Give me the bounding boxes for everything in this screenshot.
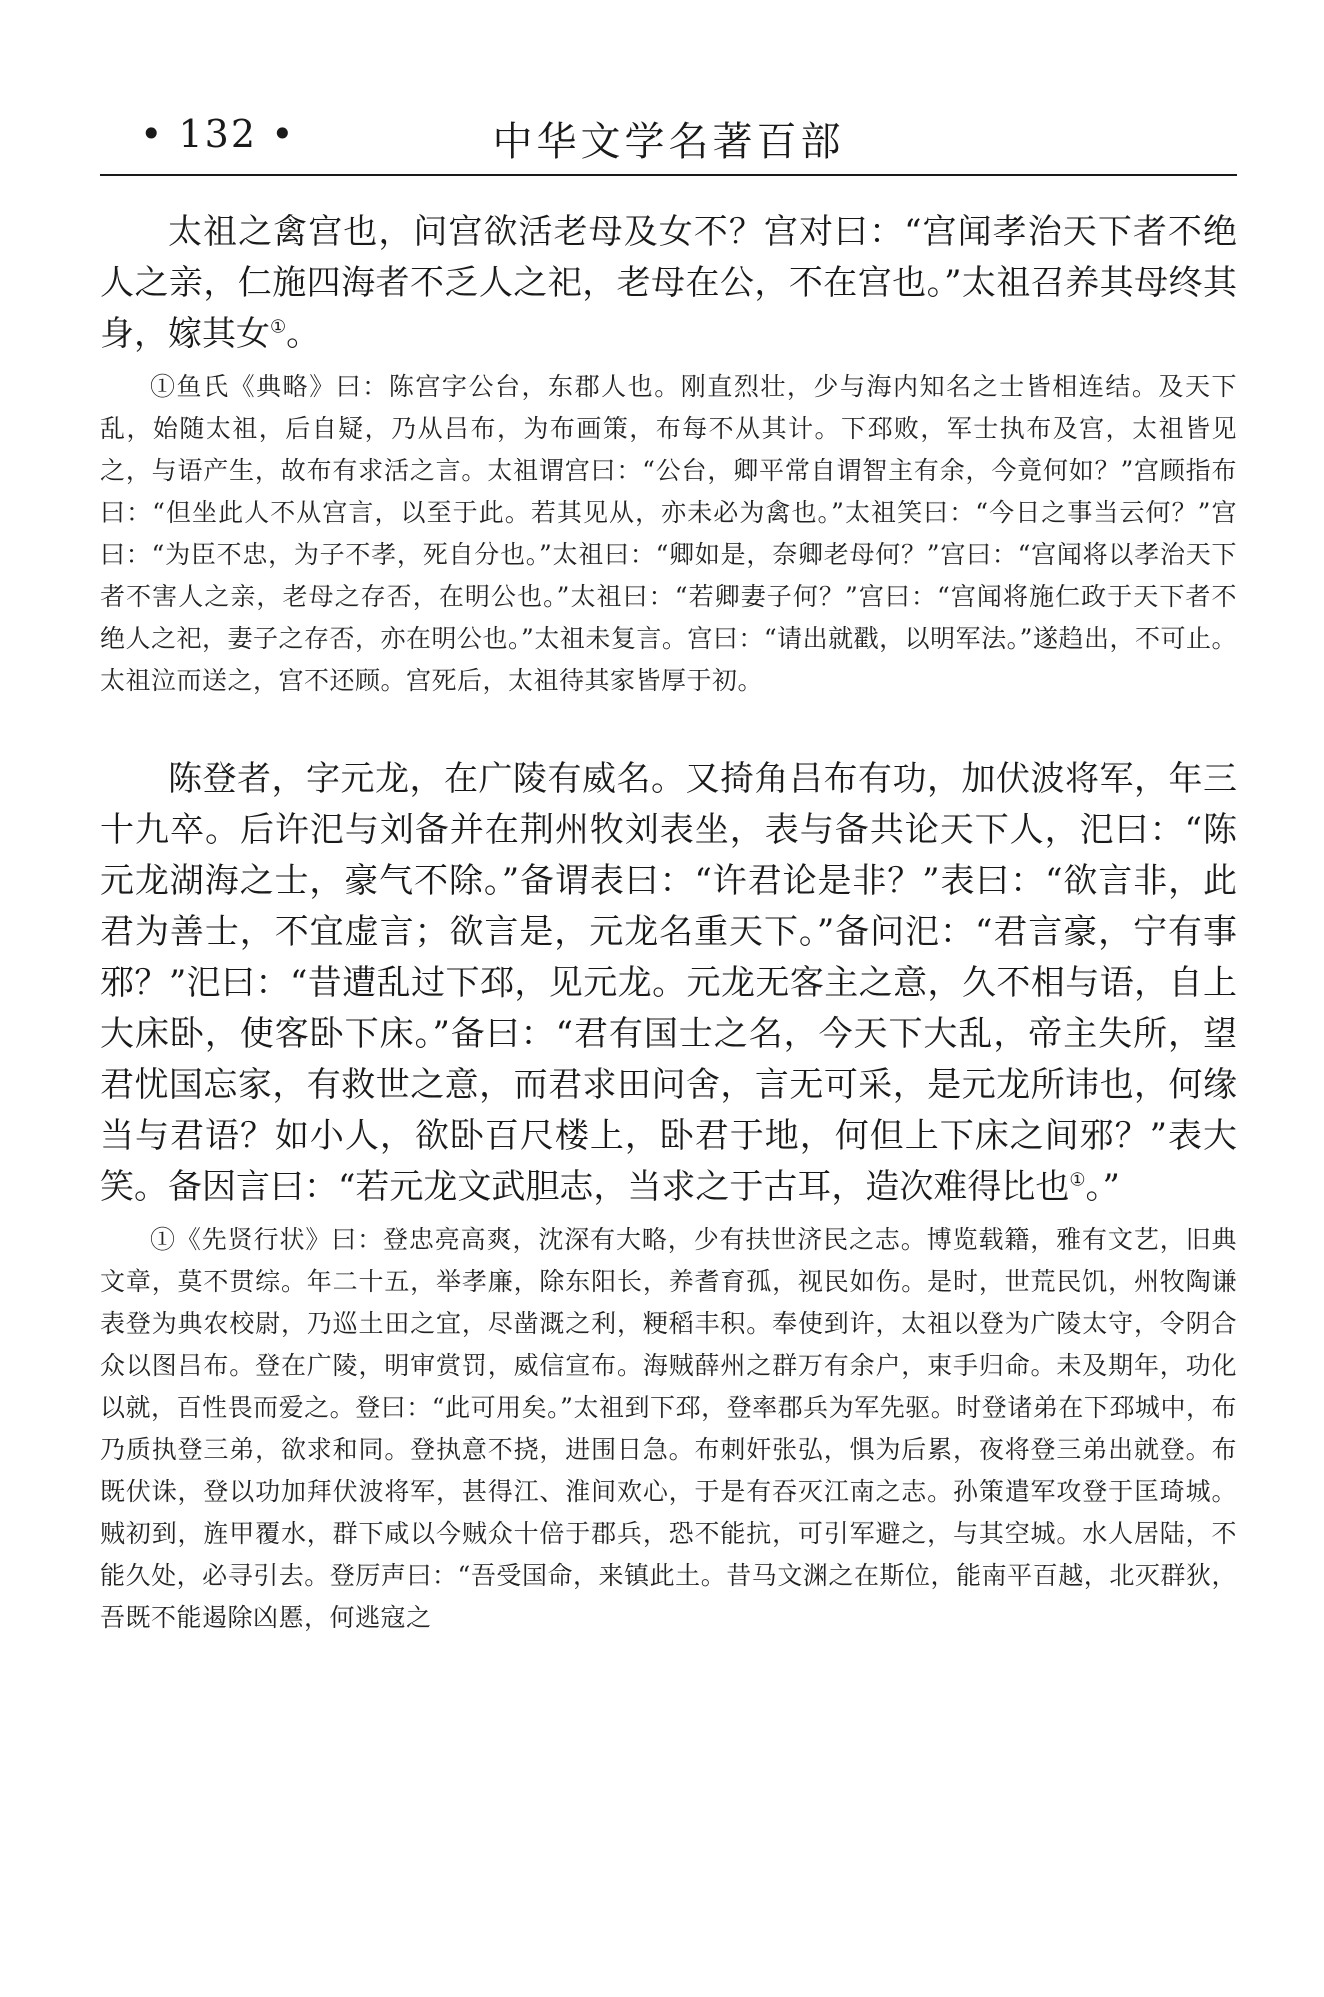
- footnote-1: ①鱼氏《典略》曰：陈宫字公台，东郡人也。刚直烈壮，少与海内知名之士皆相连结。及天下乱，始随太祖，后自疑，乃从吕布，为布画策，布每不从其计。下邳败，军士执布及宫，太祖皆见之，与语产生，故布有求活之言。太祖谓宫曰：“公台，卿平常自谓智主有余，今竟何如？”宫顾指布曰：“但坐此人不从宫言，以至于此。若其见从，亦未必为禽也。”太祖笑曰：“今日之事当云何？”宫曰：“为臣不忠，为子不孝，死自分也。”太祖曰：“卿如是，奈卿老母何？”宫曰：“宫闻将以孝治天下者不害人之亲，老母之存否，在明公也。”太祖曰：“若卿妻子何？”宫曰：“宫闻将施仁政于天下者不绝人之祀，妻子之存否，亦在明公也。”太祖未复言。宫曰：“请出就戳，以明军法。”遂趋出，不可止。太祖泣而送之，宫不还顾。宫死后，太祖待其家皆厚于初。: [100, 372, 1237, 695]
- footnote-marker: ①: [1069, 1169, 1086, 1191]
- footnote-marker: ①: [270, 316, 287, 338]
- paragraph-tail: 。”: [1085, 1167, 1120, 1207]
- section-gap: [100, 702, 1237, 754]
- footnote-2: ①《先贤行状》曰：登忠亮高爽，沈深有大略，少有扶世济民之志。博览载籍，雅有文艺，旧典文章，莫不贯综。年二十五，举孝廉，除东阳长，养耆育孤，视民如伤。是时，世荒民饥，州牧陶谦表登为典农校尉，乃巡土田之宜，尽凿溉之利，粳稻丰积。奉使到许，太祖以登为广陵太守，令阴合众以图吕布。登在广陵，明审赏罚，威信宣布。海贼薛州之群万有余户，束手归命。未及期年，功化以就，百性畏而爱之。登曰：“此可用矣。”太祖到下邳，登率郡兵为军先驱。时登诸弟在下邳城中，布乃质执登三弟，欲求和同。登执意不挠，进围日急。布刺奸张弘，惧为后累，夜将登三弟出就登。布既伏诛，登以功加拜伏波将军，甚得江、淮间欢心，于是有吞灭江南之志。孙策遣军攻登于匡琦城。贼初到，旌甲覆水，群下咸以今贼众十倍于郡兵，恐不能抗，可引军避之，与其空城。水人居陆，不能久处，必寻引去。登厉声曰：“吾受国命，来镇此土。昔马文渊之在斯位，能南平百越，北灭群狄，吾既不能遏除凶慝，何逃寇之: [100, 1225, 1237, 1632]
- book-title: 中华文学名著百部: [492, 119, 845, 165]
- header-divider: [100, 174, 1237, 176]
- paragraph-tail: 。: [286, 314, 321, 354]
- page-header: [100, 100, 1237, 175]
- main-paragraph-1: [100, 207, 1237, 360]
- paragraph-text: 陈登者，字元龙，在广陵有威名。又掎角吕布有功，加伏波将军，年三十九卒。后许汜与刘备并在荆州牧刘表坐，表与备共论天下人，汜曰：“陈元龙湖海之士，豪气不除。”备谓表曰：“许君论是非？”表曰：“欲言非，此君为善士，不宜虚言；欲言是，元龙名重天下。”备问汜：“君言豪，宁有事邪？”汜曰：“昔遭乱过下邳，见元龙。元龙无客主之意，久不相与语，自上大床卧，使客卧下床。”备曰：“君有国士之名，今天下大乱，帝主失所，望君忧国忘家，有救世之意，而君求田问舍，言无可采，是元龙所讳也，何缘当与君语？如小人，欲卧百尺楼上，卧君于地，何但上下床之间邪？”表大笑。备因言曰：“若元龙文武胆志，当求之于古耳，造次难得比也: [100, 759, 1237, 1207]
- page-content: [100, 207, 1237, 1639]
- paragraph-text: 太祖之禽宫也，问宫欲活老母及女不？宫对曰：“宫闻孝治天下者不绝人之亲，仁施四海者不乏人之祀，老母在公，不在宫也。”太祖召养其母终其身，嫁其女: [100, 212, 1237, 354]
- main-paragraph-2: [100, 754, 1237, 1213]
- page-number: • 132 •: [140, 112, 296, 156]
